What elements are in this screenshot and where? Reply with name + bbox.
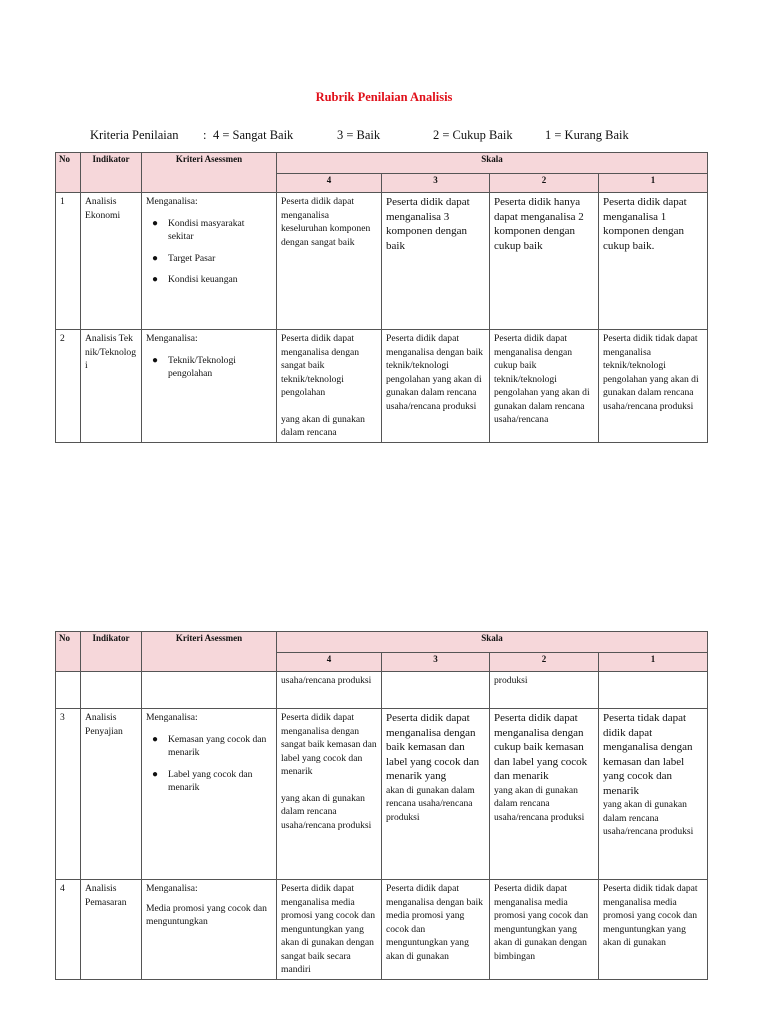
- scale-3-text: Peserta didik dapat menganalisa dengan baik kemasan dan label yang cocok dan menarik yang: [386, 712, 480, 782]
- scale-2-text-cont: yang akan di gunakan dalam rencana usaha/rencana produksi: [494, 784, 585, 823]
- scale-4-text: Peserta didik dapat menganalisa dengan sangat baik kemasan dan label yang cocok dan menarik: [281, 712, 377, 777]
- kriteri-intro: Menganalisa:: [146, 333, 198, 344]
- scale-3-cell: Peserta didik dapat menganalisa dengan baik media promosi yang cocok dan menguntungkan yang akan di gunakan: [382, 880, 490, 980]
- scale-4-text-cont: yang akan di gunakan dalam rencana usaha/rencana produksi: [281, 792, 372, 831]
- header-scale-1: 1: [599, 174, 708, 193]
- row-indikator: Analisis Ekonomi: [81, 193, 142, 330]
- document-title: Rubrik Penilaian Analisis: [315, 90, 453, 104]
- header-skala: Skala: [277, 153, 708, 174]
- kriteri-text: Media promosi yang cocok dan menguntungkan: [146, 902, 267, 927]
- scale-1-cell: Peserta didik tidak dapat menganalisa teknik/teknologi pengolahan yang akan di gunakan dalam rencana usaha/rencana produksi: [599, 330, 708, 443]
- row-kriteri: [142, 672, 277, 709]
- scale-3-cell: [382, 709, 490, 880]
- scale-1-text: Peserta tidak dapat didik dapat menganalisa dengan kemasan dan label yang cocok dan menarik: [603, 712, 693, 797]
- scale-1-cell: [599, 709, 708, 880]
- header-kriteri: Kriteri Asessmen: [142, 153, 277, 193]
- row-number: 1: [56, 193, 81, 330]
- scale-2-cell: Peserta didik dapat menganalisa dengan cukup baik teknik/teknologi pengolahan yang akan di gunakan dalam rencana usaha/rencana: [490, 330, 599, 443]
- scale-2-cell: produksi: [490, 672, 599, 709]
- scale-1-cell: [599, 672, 708, 709]
- header-scale-2: 2: [490, 653, 599, 672]
- row-indikator: Analisis Penyajian: [81, 709, 142, 880]
- row-indikator: Analisis Teknik/Teknologi: [81, 330, 142, 443]
- criteria-label: Kriteria Penilaian: [90, 128, 179, 142]
- header-indikator: Indikator: [81, 632, 142, 672]
- table-row: [56, 672, 708, 709]
- header-no: No: [56, 632, 81, 672]
- row-number: 4: [56, 880, 81, 980]
- kriteri-intro: Menganalisa:: [146, 883, 198, 894]
- kriteri-intro: Menganalisa:: [146, 196, 198, 207]
- table-row: [56, 709, 708, 880]
- scale-2-cell: Peserta didik dapat menganalisa media promosi yang cocok dan menguntungkan yang akan di gunakan dengan bimbingan: [490, 880, 599, 980]
- row-kriteri: [142, 193, 277, 330]
- row-indikator: Analisis Pemasaran: [81, 880, 142, 980]
- scale-2-cell: [490, 709, 599, 880]
- list-item: ● Kemasan yang cocok dan menarik: [168, 733, 272, 760]
- header-scale-2: 2: [490, 174, 599, 193]
- table-row: [56, 330, 708, 443]
- criteria-colon: :: [203, 128, 207, 142]
- list-item: ● Label yang cocok dan menarik: [168, 768, 272, 795]
- kriteri-list: [146, 354, 272, 381]
- criteria-score-2: 2 = Cukup Baik: [433, 128, 513, 142]
- scale-1-text-cont: yang akan di gunakan dalam rencana usaha/rencana produksi: [603, 799, 694, 837]
- scale-4-cell: [277, 709, 382, 880]
- list-item: ● Kondisi masyarakat sekitar: [168, 217, 272, 244]
- scale-3-cell: Peserta didik dapat menganalisa 3 komponen dengan baik: [382, 193, 490, 330]
- header-no: No: [56, 153, 81, 193]
- row-number: 3: [56, 709, 81, 880]
- scale-3-cell: [382, 672, 490, 709]
- list-item: ● Kondisi keuangan: [168, 273, 272, 287]
- scale-4-cell: Peserta didik dapat menganalisa keseluruhan komponen dengan sangat baik: [277, 193, 382, 330]
- scale-3-cell: Peserta didik dapat menganalisa dengan baik teknik/teknologi pengolahan yang akan di gunakan dalam rencana usaha/rencana produksi: [382, 330, 490, 443]
- kriteri-intro: Menganalisa:: [146, 712, 198, 723]
- table-row: [56, 880, 708, 980]
- header-skala: Skala: [277, 632, 708, 653]
- criteria-score-1: 1 = Kurang Baik: [545, 128, 629, 142]
- row-indikator: [81, 672, 142, 709]
- scale-4-text-cont: yang akan di gunakan dalam rencana: [281, 413, 365, 438]
- kriteri-list: [146, 217, 272, 287]
- header-scale-4: 4: [277, 174, 382, 193]
- header-scale-3: 3: [382, 653, 490, 672]
- header-indikator: Indikator: [81, 153, 142, 193]
- criteria-score-4: 4 = Sangat Baik: [213, 128, 294, 142]
- row-number: 2: [56, 330, 81, 443]
- scale-4-cell: usaha/rencana produksi: [277, 672, 382, 709]
- row-number: [56, 672, 81, 709]
- kriteri-list: [146, 733, 272, 795]
- scale-4-cell: [277, 330, 382, 443]
- scale-1-cell: Peserta didik dapat menganalisa 1 komponen dengan cukup baik.: [599, 193, 708, 330]
- scale-2-text: Peserta didik dapat menganalisa dengan cukup baik kemasan dan label yang cocok dan menarik: [494, 712, 588, 782]
- scale-3-text-cont: akan di gunakan dalam rencana usaha/rencana produksi: [386, 784, 475, 823]
- criteria-score-3: 3 = Baik: [337, 128, 381, 142]
- rubric-table-2: [55, 631, 708, 980]
- row-kriteri: [142, 709, 277, 880]
- table-row: [56, 193, 708, 330]
- row-kriteri: [142, 330, 277, 443]
- scale-1-cell: Peserta didik tidak dapat menganalisa media promosi yang cocok dan menguntungkan yang akan di gunakan: [599, 880, 708, 980]
- header-scale-3: 3: [382, 174, 490, 193]
- header-scale-4: 4: [277, 653, 382, 672]
- row-kriteri: [142, 880, 277, 980]
- scale-4-text: Peserta didik dapat menganalisa dengan sangat baik teknik/teknologi pengolahan: [281, 333, 360, 398]
- scale-2-cell: Peserta didik hanya dapat menganalisa 2 komponen dengan cukup baik: [490, 193, 599, 330]
- header-kriteri: Kriteri Asessmen: [142, 632, 277, 672]
- scale-4-cell: Peserta didik dapat menganalisa media promosi yang cocok dan menguntungkan yang akan di gunakan dengan sangat baik secara mandiri: [277, 880, 382, 980]
- rubric-table-1: [55, 152, 708, 443]
- list-item: ● Target Pasar: [168, 252, 272, 266]
- header-scale-1: 1: [599, 653, 708, 672]
- list-item: ● Teknik/Teknologi pengolahan: [168, 354, 272, 381]
